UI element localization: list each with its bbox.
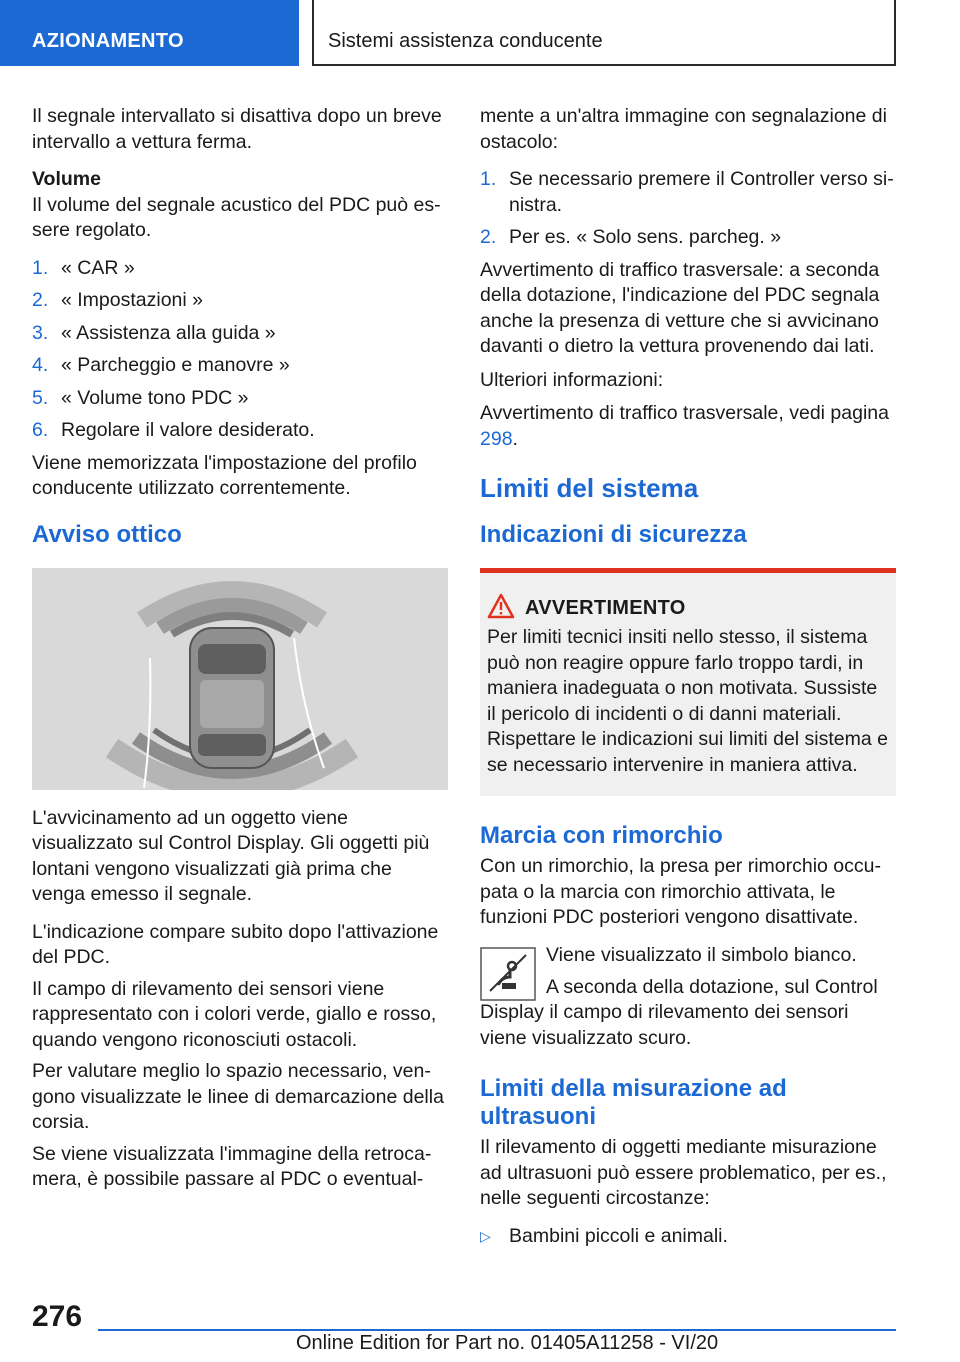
heading-indicazioni-sicurezza: Indicazioni di sicurezza [480, 521, 747, 548]
list-text: « Volume tono PDC » [61, 386, 249, 409]
pdc-steps-list [480, 167, 896, 251]
list-item [32, 256, 448, 282]
paragraph: L'avvicinamento ad un oggetto viene visualizzato sul Control Display. Gli oggetti più lontani vengono visualizzati già prima che venga emesso il segnale. [32, 806, 430, 905]
left-column [32, 104, 448, 1193]
list-text: Se necessario premere il Controller verso sinistra. [509, 168, 894, 216]
triangle-bullet-icon: ▷ [480, 1227, 491, 1244]
list-number: 1. [32, 256, 49, 279]
cross-reference [480, 401, 896, 452]
list-text: « Assistenza alla guida » [61, 321, 276, 344]
list-item [32, 288, 448, 314]
list-item [480, 1224, 896, 1250]
warning-title-text: AVVERTIMENTO [525, 597, 686, 619]
list-item [32, 418, 448, 444]
list-text: « Parcheggio e manovre » [61, 354, 290, 376]
heading-limiti-sistema: Limiti del sistema [480, 473, 699, 503]
warning-box [480, 568, 896, 796]
section-tab: AZIONAMENTO [0, 0, 299, 66]
paragraph: Il rilevamento di oggetti mediante misurazione ad ultrasuoni può essere problematico, per es., nelle seguenti circostanze: [480, 1136, 887, 1209]
trailer-hitch-icon [480, 947, 536, 1001]
paragraph: Se viene visualizzata l'immagine della retrocamera, è possibile passare al PDC o eventual- [32, 1142, 432, 1190]
footer-edition: Online Edition for Part no. 01405A11258 - VI/20 [296, 1332, 719, 1354]
right-column [480, 104, 896, 1249]
list-item [480, 167, 896, 218]
paragraph: Il volume del segnale acustico del PDC può essere regolato. [32, 193, 441, 241]
warning-triangle-icon [487, 593, 515, 619]
paragraph: Ulteriori informazioni: [480, 368, 664, 391]
list-number: 1. [480, 168, 497, 190]
list-number: 3. [32, 321, 49, 344]
paragraph: Il segnale intervallato si disattiva dopo un breve intervallo a vettura ferma. [32, 105, 442, 153]
list-number: 4. [32, 354, 49, 376]
list-number: 6. [32, 419, 49, 441]
volume-steps-list [32, 256, 448, 444]
paragraph: Il campo di rilevamento dei sensori viene rappresentato con i colori verde, giallo e rosso, quando vengono riconosciuti ostacoli. [32, 977, 437, 1051]
heading-avviso-ottico: Avviso ottico [32, 520, 182, 548]
footer-divider [98, 1329, 896, 1331]
reference-end: . [512, 427, 518, 450]
pdc-display-illustration [32, 568, 448, 790]
paragraph: mente a un'altra immagine con segnalazione di ostacolo: [480, 105, 887, 153]
paragraph: A seconda della dotazione, sul Control Display il campo di rilevamento dei sensori viene visualizzato scuro. [480, 975, 878, 1049]
list-item [32, 386, 448, 412]
list-text: « Impostazioni » [61, 289, 203, 311]
list-text: « CAR » [61, 256, 135, 279]
page-reference-link[interactable]: 298 [480, 427, 513, 450]
page-number: 276 [32, 1300, 83, 1333]
paragraph: Con un rimorchio, la presa per rimorchio occupata o la marcia con rimorchio attivata, le funzioni PDC posteriori vengono disattivate. [480, 855, 881, 928]
trailer-symbol-text [480, 943, 896, 969]
subheading-volume: Volume [32, 168, 101, 190]
warning-text: Per limiti tecnici insiti nello stesso, il sistema può non reagire oppure farlo troppo tardi, in maniera inadeguata o non motivata. Sussiste il pericolo di incidenti o di danni materiali. Rispettare le indicazioni sui limiti del sistema e se necessario intervenire in maniera attiva. [487, 626, 888, 776]
list-item [480, 225, 896, 251]
list-text: Bambini piccoli e animali. [509, 1224, 728, 1247]
list-number: 2. [480, 226, 497, 248]
heading-marcia-rimorchio: Marcia con rimorchio [480, 822, 723, 849]
list-text: Regolare il valore desiderato. [61, 419, 315, 441]
paragraph: L'indicazione compare subito dopo l'attivazione del PDC. [32, 920, 439, 968]
paragraph: Viene visualizzato il simbolo bianco. [546, 943, 857, 966]
paragraph: Per valutare meglio lo spazio necessario, vengono visualizzate le linee di demarcazione della corsia. [32, 1060, 444, 1133]
trailer-symbol-block [480, 943, 896, 1001]
chapter-title: Sistemi assistenza conducente [312, 0, 896, 66]
heading-limiti-ultrasuoni: Limiti della misurazione ad ultrasuoni [480, 1075, 787, 1130]
pdc-car-sensor-graphic [32, 568, 448, 790]
list-item [32, 321, 448, 347]
page-header [0, 0, 960, 66]
list-item [32, 353, 448, 379]
paragraph: Viene memorizzata l'impostazione del profilo conducente utilizzato correntemente. [32, 451, 417, 499]
paragraph: Avvertimento di traffico trasversale: a seconda della dotazione, l'indicazione del PDC segnala anche la presenza di vetture che si avvicinano davanti o dietro la vettura provenendo dai lati. [480, 258, 880, 357]
list-number: 2. [32, 289, 49, 311]
list-text: Per es. « Solo sens. parcheg. » [509, 226, 782, 248]
warning-title [487, 595, 888, 621]
reference-text: Avvertimento di traffico trasversale, vedi pagina [480, 402, 889, 424]
list-number: 5. [32, 386, 49, 409]
